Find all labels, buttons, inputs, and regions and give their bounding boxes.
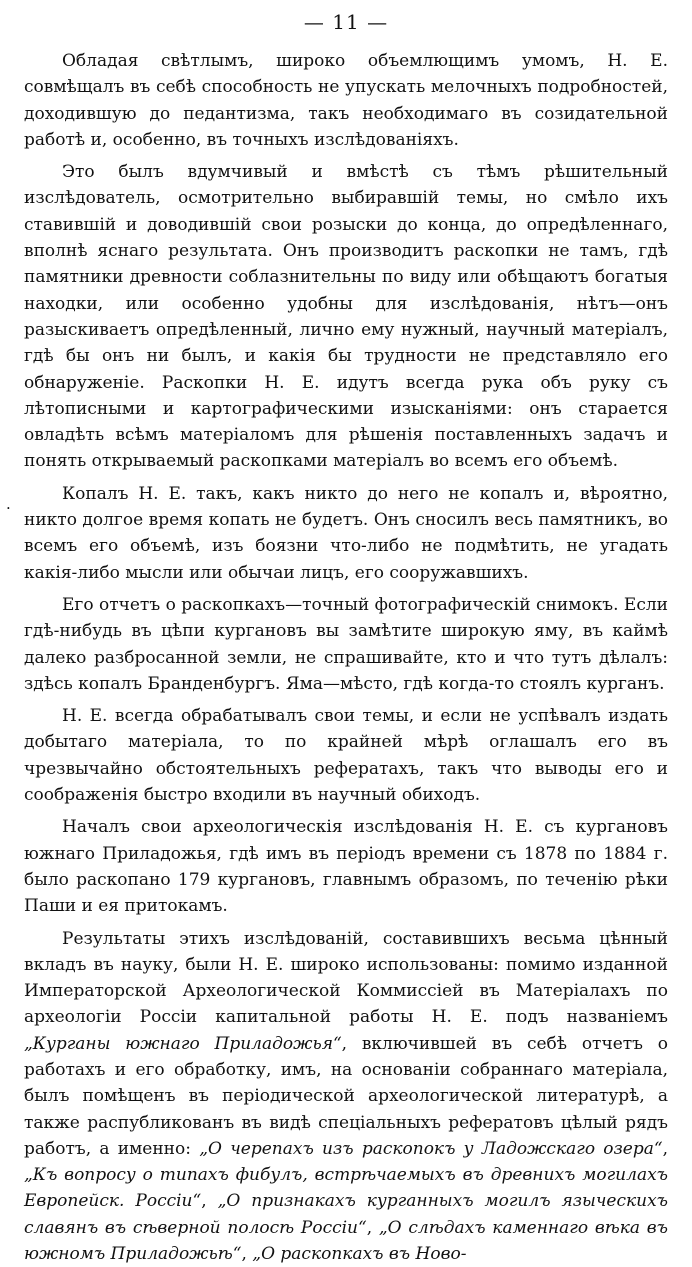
work-title: „О признакахъ курганныхъ могилъ языческихъ славянъ въ сѣверной полосѣ Россіи“ — [24, 1191, 668, 1237]
separator-text: , — [241, 1244, 252, 1264]
separator-text: , — [201, 1191, 217, 1211]
paragraph-text: , включившей въ себѣ отчетъ о работахъ и его обработку, имъ, на основаніи собраннаго матеріала, былъ помѣщенъ въ періодической археологической литературѣ, а также распубликованъ въ видѣ спеціальныхъ рефератовъ цѣлый рядъ работъ, а именно: — [24, 1034, 668, 1159]
page-number: — 11 — — [0, 8, 692, 36]
margin-mark: · — [6, 499, 11, 517]
body-text — [24, 48, 668, 1267]
paragraph: Копалъ Н. Е. такъ, какъ никто до него не копалъ и, вѣроятно, никто долгое время копать не будетъ. Онъ сносилъ весь памятникъ, во всемъ его объемѣ, изъ боязни что-либо не подмѣтить, не угадать какія-либо мысли или обычаи лицъ, его сооружавшихъ. — [24, 481, 668, 586]
paragraph: Это былъ вдумчивый и вмѣстѣ съ тѣмъ рѣшительный изслѣдователь, осмотрительно выбиравшій темы, но смѣло ихъ ставившій и доводившій свои розыски до конца, до опредѣленнаго, вполнѣ яснаго результата. Онъ производитъ раскопки не тамъ, гдѣ памятники древности соблазнительны по виду или обѣщаютъ богатыя находки, или особенно удобны для изслѣдованія, нѣтъ—онъ разыскиваетъ опредѣленный, лично ему нужный, научный матеріалъ, гдѣ бы онъ ни былъ, и какія бы трудности не представляло его обнаруженіе. Раскопки Н. Е. идутъ всегда рука объ руку съ лѣтописными и картографическими изысканіями: онъ старается овладѣть всѣмъ матеріаломъ для рѣшенія поставленныхъ задачъ и понять открываемый раскопками матеріалъ во всемъ его объемѣ. — [24, 159, 668, 475]
paragraph: Обладая свѣтлымъ, широко объемлющимъ умомъ, Н. Е. совмѣщалъ въ себѣ способность не упускать мелочныхъ подробностей, доходившую до педантизма, такъ необходимаго въ созидательной работѣ и, особенно, въ точныхъ изслѣдованіяхъ. — [24, 48, 668, 153]
paragraph-text: Результаты этихъ изслѣдованій, составившихъ весьма цѣнный вкладъ въ науку, были Н. Е. широко использованы: помимо изданной Императорской Археологической Коммиссіей въ Матеріалахъ по археологіи Россіи капитальной работы Н. Е. подъ названіемъ — [24, 929, 668, 1028]
work-title: „О раскопкахъ въ Ново- — [252, 1244, 466, 1264]
final-paragraph — [24, 926, 668, 1267]
work-title: „Къ вопросу о типахъ фибулъ, встрѣчаемыхъ въ древнихъ могилахъ Европейск. Россіи“ — [24, 1165, 668, 1211]
paragraph: Его отчетъ о раскопкахъ—точный фотографическій снимокъ. Если гдѣ-нибудь въ цѣпи кургановъ вы замѣтите широкую яму, въ каймѣ далеко разбросанной земли, не спрашивайте, кто и что тутъ дѣлалъ: здѣсь копалъ Бранденбургъ. Яма—мѣсто, гдѣ когда-то стоялъ курганъ. — [24, 592, 668, 697]
separator-text: , — [367, 1218, 379, 1238]
separator-text: , — [663, 1139, 668, 1159]
work-title: „Курганы южнаго Приладожья“ — [24, 1034, 342, 1054]
paragraph: Началъ свои археологическія изслѣдованія Н. Е. съ кургановъ южнаго Приладожья, гдѣ имъ въ періодъ времени съ 1878 по 1884 г. было раскопано 179 кургановъ, главнымъ образомъ, по теченію рѣки Паши и ея притокамъ. — [24, 814, 668, 919]
work-title: „О слѣдахъ каменнаго вѣка въ южномъ Приладожьѣ“ — [24, 1218, 668, 1264]
paragraph: Н. Е. всегда обрабатывалъ свои темы, и если не успѣвалъ издать добытаго матеріала, то по крайней мѣрѣ оглашалъ его въ чрезвычайно обстоятельныхъ рефератахъ, такъ что выводы его и соображенія быстро входили въ научный обиходъ. — [24, 703, 668, 808]
work-title: „О черепахъ изъ раскопокъ у Ладожскаго озера“ — [199, 1139, 662, 1159]
